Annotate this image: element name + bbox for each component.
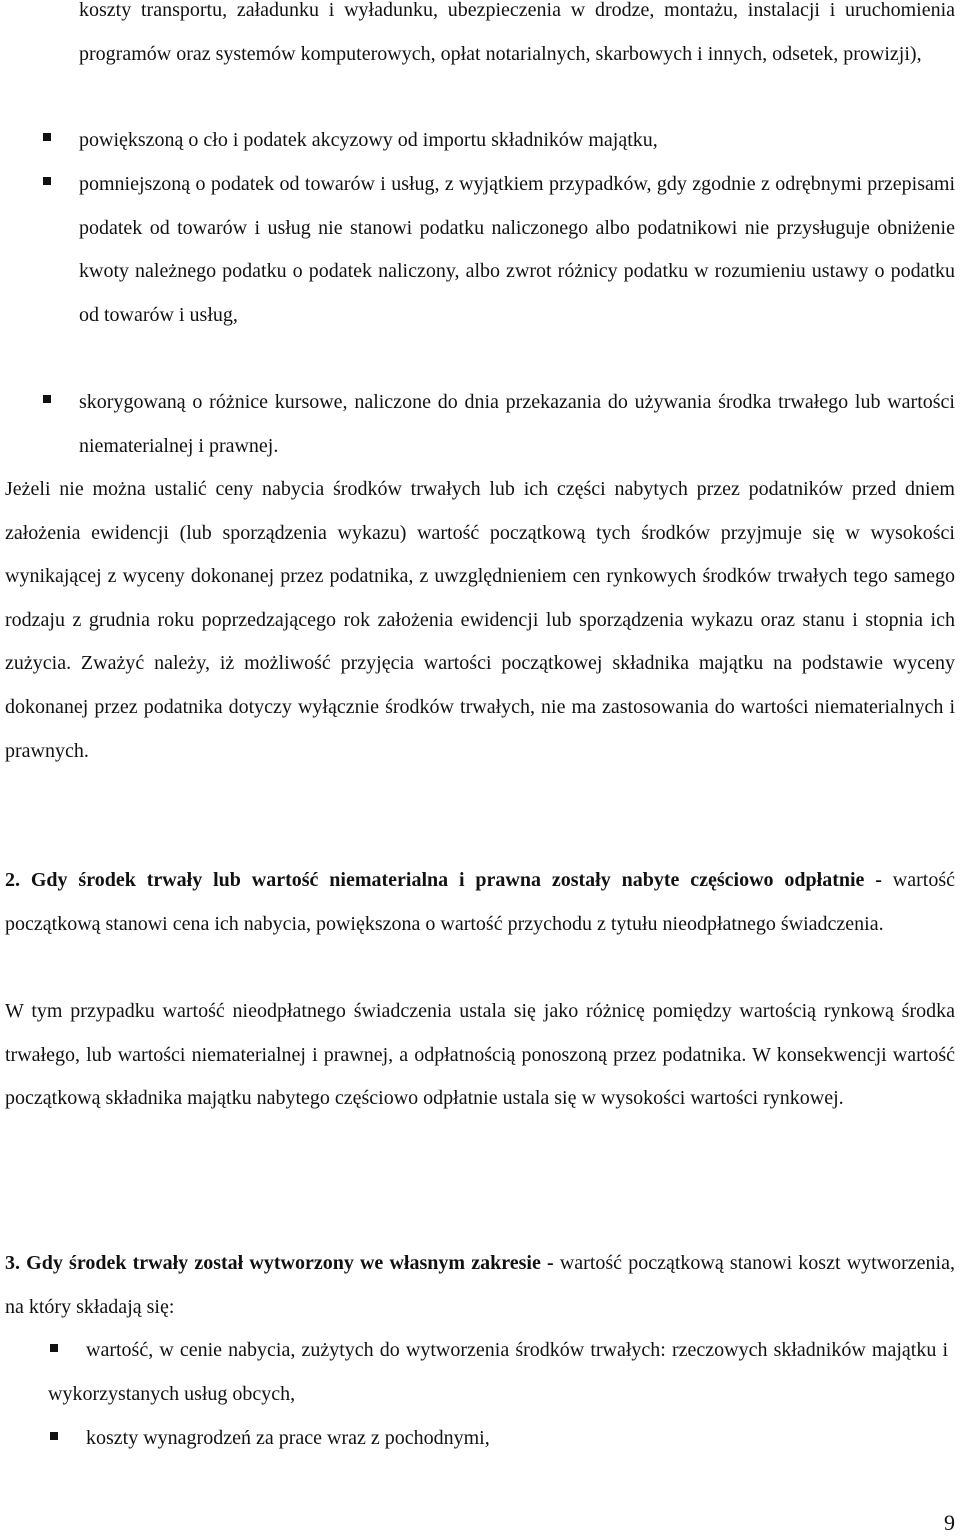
square-bullet-icon <box>50 1432 58 1440</box>
section-3 <box>5 1242 955 1329</box>
list-item: powiększoną o cło i podatek akcyzowy od importu składników majątku, <box>79 129 658 151</box>
page-number: 9 <box>944 1510 955 1535</box>
square-bullet-icon <box>43 177 51 185</box>
square-bullet-icon <box>43 133 51 141</box>
paragraph: W tym przypadku wartość nieodpłatnego świadczenia ustala się jako różnicę pomiędzy wartością rynkową środka trwałego, lub wartości niematerialnej i prawnej, a odpłatnością ponoszoną przez podatnika. W konsekwencji wartość początkową składnika majątku nabytego częściowo odpłatnie ustala się w wysokości wartości rynkowej. <box>5 1000 955 1110</box>
square-bullet-icon <box>43 395 51 403</box>
section-3-heading: 3. Gdy środek trwały został wytworzony we własnym zakresie - <box>5 1252 554 1274</box>
section-3-text: wartość początkową stanowi koszt wytworzenia, na który składają się: <box>5 1252 955 1318</box>
continued-text: koszty transportu, załadunku i wyładunku, ubezpieczenia w drodze, montażu, instalacji i uruchomienia programów oraz systemów komputerowych, opłat notarialnych, skarbowych i innych, odsetek, prowizji), <box>79 0 955 65</box>
list-item: koszty wynagrodzeń za prace wraz z pochodnymi, <box>86 1427 490 1449</box>
list-item: pomniejszoną o podatek od towarów i usług, z wyjątkiem przypadków, gdy zgodnie z odrębnymi przepisami podatek od towarów i usług nie stanowi podatku naliczonego albo podatnikowi nie przysługuje obniżenie kwoty należnego podatku o podatek naliczony, albo zwrot różnicy podatku w rozumieniu ustawy o podatku od towarów i usług, <box>79 173 955 326</box>
paragraph: Jeżeli nie można ustalić ceny nabycia środków trwałych lub ich części nabytych przez podatników przed dniem założenia ewidencji (lub sporządzenia wykazu) wartość początkową tych środków przyjmuje się w wysokości wynikającej z wyceny dokonanej przez podatnika, z uwzględnieniem cen rynkowych środków trwałych tego samego rodzaju z grudnia roku poprzedzającego rok założenia ewidencji lub sporządzenia wykazu oraz stanu i stopnia ich zużycia. Zważyć należy, iż możliwość przyjęcia wartości początkowej składnika majątku na podstawie wyceny dokonanej przez podatnika dotyczy wyłącznie środków trwałych, nie ma zastosowania do wartości niematerialnych i prawnych. <box>5 478 955 762</box>
section-2 <box>5 859 955 946</box>
section-2-text: wartość początkową stanowi cena ich nabycia, powiększona o wartość przychodu z tytułu nieodpłatnego świadczenia. <box>5 869 955 935</box>
list-item: wartość, w cenie nabycia, zużytych do wytworzenia środków trwałych: rzeczowych składników majątku i wykorzystanych usług obcych, <box>48 1339 948 1405</box>
section-2-heading: 2. Gdy środek trwały lub wartość niematerialna i prawna zostały nabyte częściowo odpłatnie - <box>5 869 882 891</box>
list-item: skorygowaną o różnice kursowe, naliczone do dnia przekazania do używania środka trwałego lub wartości niematerialnej i prawnej. <box>79 391 955 457</box>
